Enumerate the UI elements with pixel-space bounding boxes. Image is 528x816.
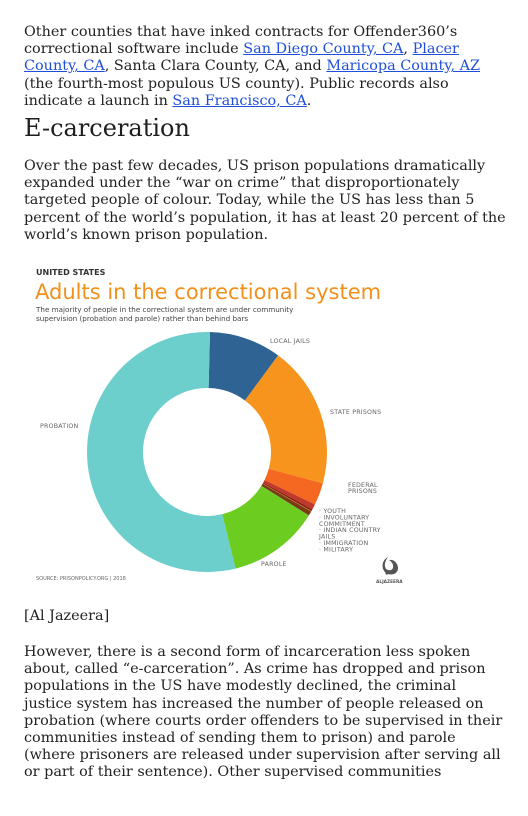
- label-local-jails: LOCAL JAILS: [270, 338, 311, 345]
- label-parole: PAROLE: [261, 561, 287, 568]
- label-federal-prisons-2: PRISONS: [348, 488, 378, 495]
- label-small-item-1: · INVOLUNTARY: [319, 514, 370, 522]
- label-small-item-5: · IMMIGRATION: [319, 540, 369, 547]
- label-small-item-6: · MILITARY: [319, 546, 354, 554]
- label-state-prisons: STATE PRISONS: [330, 409, 382, 416]
- label-small-item-4: JAILS: [319, 533, 336, 541]
- label-small-item-0: · YOUTH: [319, 508, 347, 515]
- donut-chart-figure: [24, 262, 416, 592]
- link-san-francisco[interactable]: San Francisco, CA: [172, 92, 307, 109]
- link-maricopa[interactable]: Maricopa County, AZ: [326, 58, 480, 75]
- label-small-item-3: · INDIAN COUNTRY: [319, 527, 381, 535]
- link-san-diego[interactable]: San Diego County, CA: [243, 41, 404, 58]
- intro-text-5: .: [306, 92, 312, 109]
- chart-title: Adults in the correctional system: [35, 280, 382, 304]
- intro-text-4: (the fourth-most populous US county). Public records also indicate a launch in: [24, 75, 449, 109]
- chart-source: SOURCE: PRISONPOLICY.ORG | 2018: [36, 576, 126, 582]
- link-placer[interactable]: Placer County, CA: [24, 41, 459, 75]
- chart-subtitle-line-1: The majority of people in the correctional system are under community: [36, 305, 294, 314]
- intro-text-2: ,: [403, 41, 413, 58]
- logo-text: ALJAZEERA: [376, 580, 403, 585]
- small-categories-list: [318, 508, 381, 553]
- donut-slices: [87, 332, 327, 572]
- aljazeera-logo-icon: [376, 557, 403, 585]
- label-federal-prisons-1: FEDERAL: [348, 482, 378, 489]
- intro-paragraph: [24, 24, 508, 110]
- section-heading: E-carceration: [24, 114, 190, 142]
- chart-subtitle-line-2: supervision (probation and parole) rather than behind bars: [36, 314, 249, 323]
- paragraph-e-carceration: However, there is a second form of incarceration less spoken about, called “e-carceration”. As crime has dropped and prison populations in the US have modestly declined, the criminal justice system has increased the number of people released on probation (where courts order offenders to be supervised in their communities instead of sending them to prison) and parole (where prisoners are released under supervision after serving all or part of their sentence). Other supervised communities: [24, 644, 503, 781]
- label-small-item-2: COMMITMENT: [319, 520, 365, 528]
- paragraph-war-on-crime: Over the past few decades, US prison populations dramatically expanded under the “war on crime” that disproportionately targeted people of colour. Today, while the US has less than 5 percent of the world’s population, it has at least 20 percent of the world’s known prison population.: [24, 158, 506, 243]
- chart-kicker: UNITED STATES: [36, 268, 106, 277]
- figure-caption: [Al Jazeera]: [24, 608, 110, 624]
- intro-text-3: , Santa Clara County, CA, and: [104, 58, 327, 75]
- intro-text-1: Other counties that have inked contracts for Offender360’s correctional software include: [24, 24, 458, 58]
- label-probation: PROBATION: [40, 423, 79, 430]
